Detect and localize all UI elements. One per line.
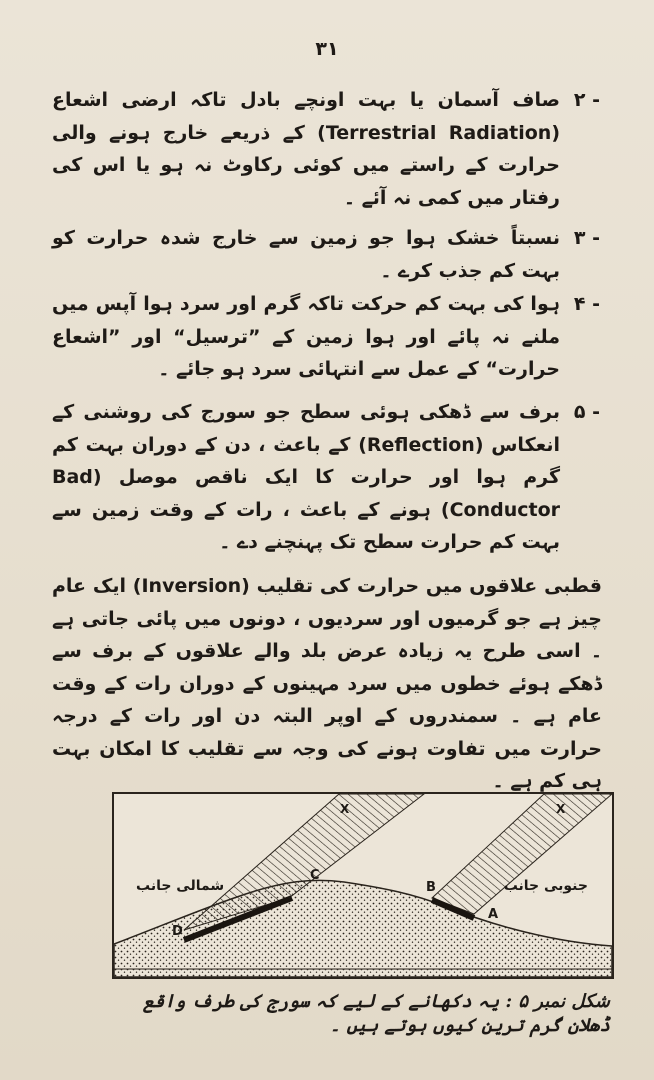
sun-ray-south bbox=[432, 794, 612, 914]
item-number: ۳ - bbox=[573, 227, 600, 249]
item-text: ہوا کی بہت کم حرکت تاکہ گرم اور سرد ہوا آپس میں ملنے نہ پائے اور ہوا زمین کے ”ترسیل“ اور ”اشعاع حرارت“ کے عمل سے انتہائی سرد ہو جائے ۔ bbox=[52, 293, 560, 380]
point-d: D bbox=[172, 924, 183, 939]
paragraph-text: قطبی علاقوں میں حرارت کی تقلیب (Inversion) ایک عام چیز ہے جو گرمیوں اور سردیوں ، دونوں میں پائی جاتی ہے ۔ اسی طرح یہ زیادہ عرض بلد والے علاقوں کے برف سے ڈھکے ہوئے خطوں میں سرد مہینوں کے دوران رات کے وقت عام ہے ۔ سمندروں کے اوپر البتہ دن اور رات کے درجہ حرارت میں تفاوت ہونے کی وجہ سے تقلیب کا امکان بہت ہی کم ہے ۔ bbox=[52, 575, 602, 792]
inversion-paragraph bbox=[52, 570, 602, 798]
item-number: ۲ - bbox=[573, 89, 600, 111]
point-a: A bbox=[488, 907, 499, 922]
item-number: ۵ - bbox=[573, 401, 600, 423]
point-c: C bbox=[310, 868, 320, 883]
label-south: جنوبی جانب bbox=[503, 878, 588, 894]
label-north: شمالی جانب bbox=[136, 878, 225, 894]
point-b: B bbox=[426, 880, 436, 895]
page-number: ۳۱ bbox=[315, 38, 339, 60]
ray-mark-right: X bbox=[556, 802, 566, 816]
item-number: ۴ - bbox=[573, 293, 600, 315]
item-text: برف سے ڈھکی ہوئی سطح جو سورج کی روشنی کے انعکاس (Reflection) کے باعث ، دن کے دوران بہت کم گرم ہوا اور حرارت کا ایک ناقص موصل (Bad Conductor) ہونے کے باعث ، رات کے وقت زمین سے بہت کم حرارت سطح تک پہنچنے دے ۔ bbox=[52, 401, 560, 553]
slope-figure bbox=[112, 792, 614, 979]
item-text: صاف آسمان یا بہت اونچے بادل تاکہ ارضی اشعاع (Terrestrial Radiation) کے ذریعے خارج ہونے والی حرارت کے راستے میں کوئی رکاوٹ نہ ہو یا اس کی رفتار میں کمی نہ آئے ۔ bbox=[52, 89, 560, 209]
item-text: نسبتاً خشک ہوا جو زمین سے خارج شدہ حرارت کو بہت کم جذب کرے ۔ bbox=[52, 227, 560, 282]
figure-caption: شکل نمبر ۵ : یہ دکھانے کے لیے کہ سورج کی طرف واقع ڈھلان گرم ترین کیوں ہوتے ہیں ۔ bbox=[143, 991, 610, 1036]
ray-mark-left: X bbox=[340, 802, 350, 816]
